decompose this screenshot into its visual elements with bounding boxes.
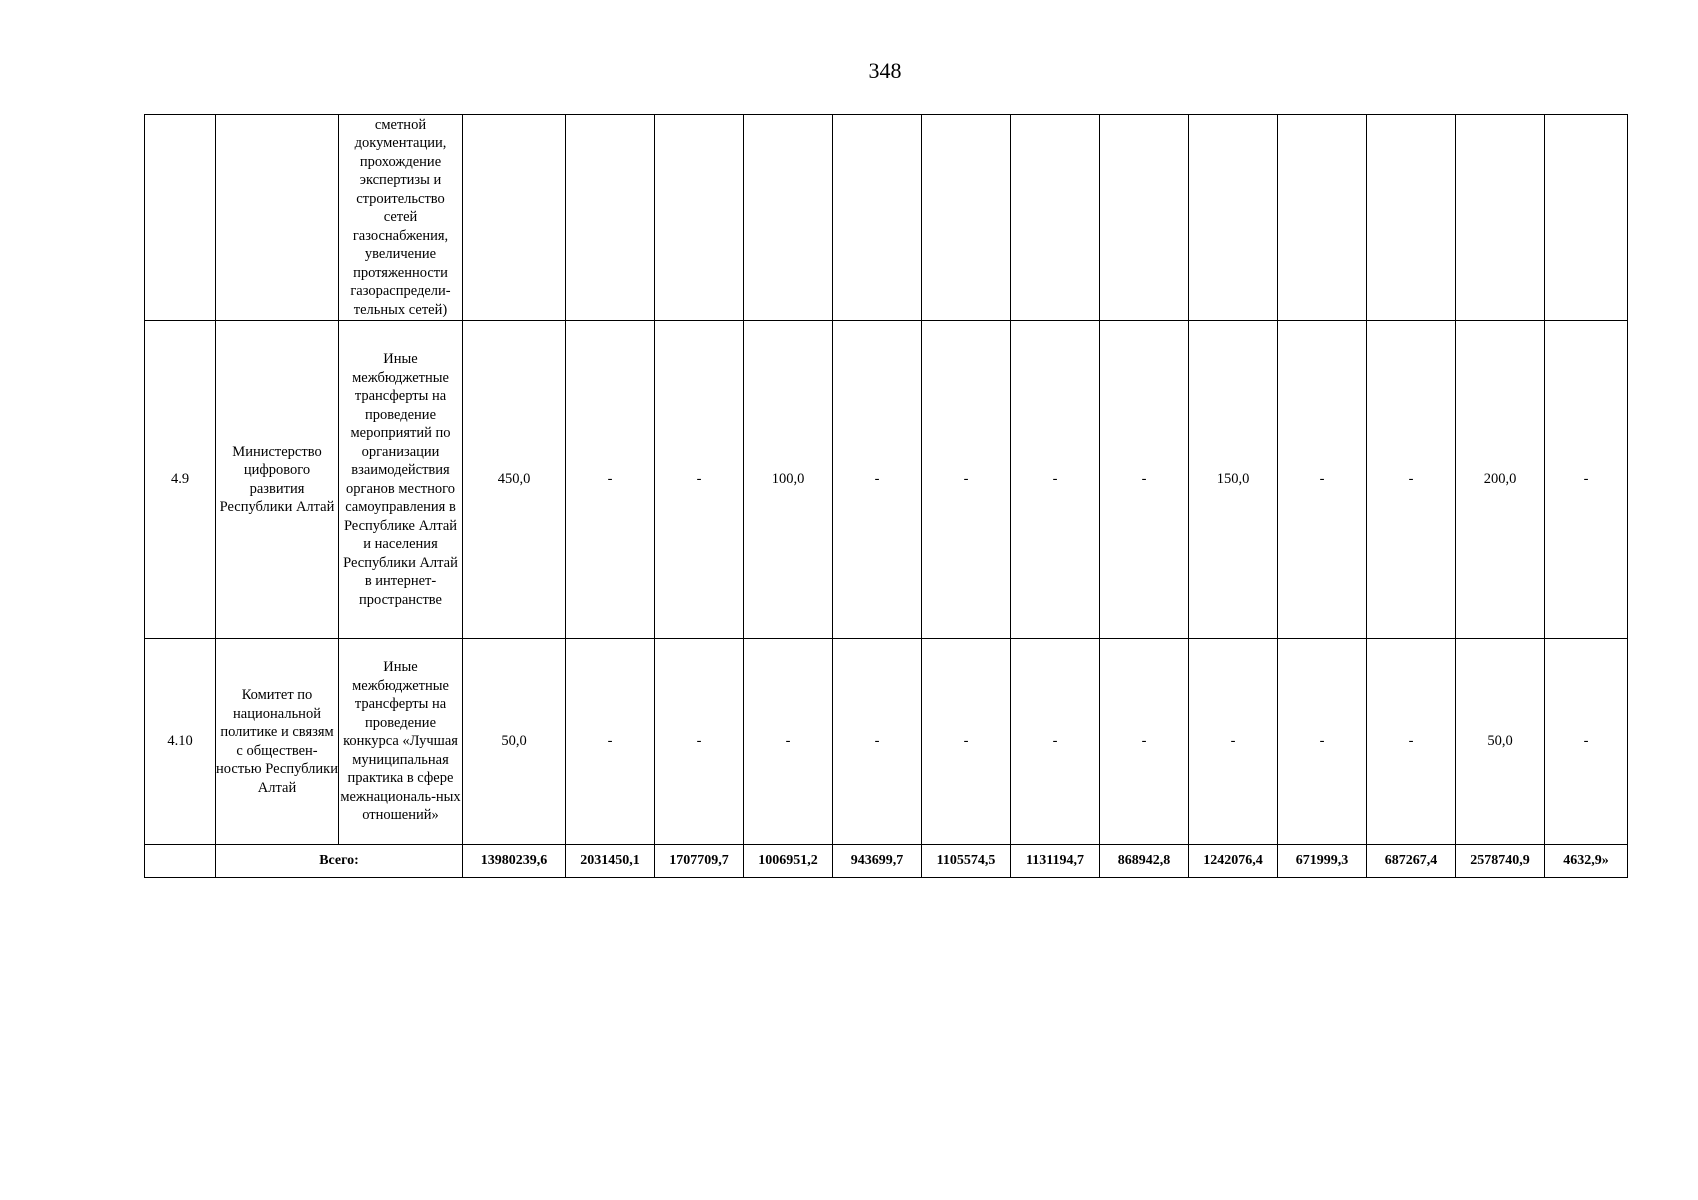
value-cell xyxy=(744,115,833,321)
value-cell: - xyxy=(922,321,1011,639)
value-cell: - xyxy=(1100,321,1189,639)
value-cell: - xyxy=(833,639,922,845)
row-description: сметной документации, прохождение экспертизы и строительство сетей газоснабжения, увеличение протяженности газораспредели-тельных сетей) xyxy=(339,115,463,321)
value-cell xyxy=(833,115,922,321)
row-organization xyxy=(216,115,339,321)
value-cell: 100,0 xyxy=(744,321,833,639)
total-value-cell: 687267,4 xyxy=(1367,845,1456,878)
value-cell: - xyxy=(922,639,1011,845)
value-cell: - xyxy=(1545,639,1628,845)
value-cell xyxy=(1011,115,1100,321)
total-value-cell: 1131194,7 xyxy=(1011,845,1100,878)
value-cell xyxy=(566,115,655,321)
value-cell: - xyxy=(1189,639,1278,845)
value-cell xyxy=(1367,115,1456,321)
row-organization: Комитет по национальной политике и связям с обществен-ностью Республики Алтай xyxy=(216,639,339,845)
table-row xyxy=(145,639,1628,845)
total-value-cell: 2031450,1 xyxy=(566,845,655,878)
value-cell: - xyxy=(1100,639,1189,845)
value-cell: - xyxy=(1545,321,1628,639)
table-row xyxy=(145,321,1628,639)
value-cell: 450,0 xyxy=(463,321,566,639)
value-cell: - xyxy=(655,321,744,639)
value-cell: - xyxy=(1367,321,1456,639)
value-cell xyxy=(655,115,744,321)
value-cell xyxy=(1456,115,1545,321)
value-cell: 150,0 xyxy=(1189,321,1278,639)
total-value-cell: 868942,8 xyxy=(1100,845,1189,878)
value-cell: - xyxy=(1367,639,1456,845)
row-description: Иные межбюджетные трансферты на проведение конкурса «Лучшая муниципальная практика в сфере межнациональ-ных отношений» xyxy=(339,639,463,845)
value-cell xyxy=(1278,115,1367,321)
total-value-cell: 943699,7 xyxy=(833,845,922,878)
value-cell xyxy=(463,115,566,321)
row-description: Иные межбюджетные трансферты на проведение мероприятий по организации взаимодействия органов местного самоуправления в Республике Алтай и населения Республики Алтай в интернет-пространстве xyxy=(339,321,463,639)
value-cell: - xyxy=(744,639,833,845)
total-value-cell: 2578740,9 xyxy=(1456,845,1545,878)
value-cell: 50,0 xyxy=(463,639,566,845)
total-value-cell: 671999,3 xyxy=(1278,845,1367,878)
total-label: Всего: xyxy=(216,845,463,878)
value-cell: - xyxy=(655,639,744,845)
value-cell xyxy=(1545,115,1628,321)
total-value-cell: 13980239,6 xyxy=(463,845,566,878)
row-number xyxy=(145,845,216,878)
value-cell: - xyxy=(1011,639,1100,845)
table-row xyxy=(145,115,1628,321)
value-cell xyxy=(1189,115,1278,321)
value-cell: - xyxy=(1278,639,1367,845)
value-cell: 50,0 xyxy=(1456,639,1545,845)
row-organization: Министерство цифрового развития Республики Алтай xyxy=(216,321,339,639)
total-value-cell: 1242076,4 xyxy=(1189,845,1278,878)
value-cell: - xyxy=(1278,321,1367,639)
row-number xyxy=(145,115,216,321)
value-cell: - xyxy=(566,639,655,845)
total-value-cell: 1707709,7 xyxy=(655,845,744,878)
total-value-cell: 4632,9» xyxy=(1545,845,1628,878)
page-number: 348 xyxy=(868,58,902,83)
value-cell: - xyxy=(566,321,655,639)
value-cell: 200,0 xyxy=(1456,321,1545,639)
total-value-cell: 1006951,2 xyxy=(744,845,833,878)
value-cell xyxy=(1100,115,1189,321)
row-number: 4.9 xyxy=(145,321,216,639)
budget-table xyxy=(144,114,1628,878)
table-row-total xyxy=(145,845,1628,878)
value-cell: - xyxy=(833,321,922,639)
value-cell xyxy=(922,115,1011,321)
row-number: 4.10 xyxy=(145,639,216,845)
total-value-cell: 1105574,5 xyxy=(922,845,1011,878)
value-cell: - xyxy=(1011,321,1100,639)
